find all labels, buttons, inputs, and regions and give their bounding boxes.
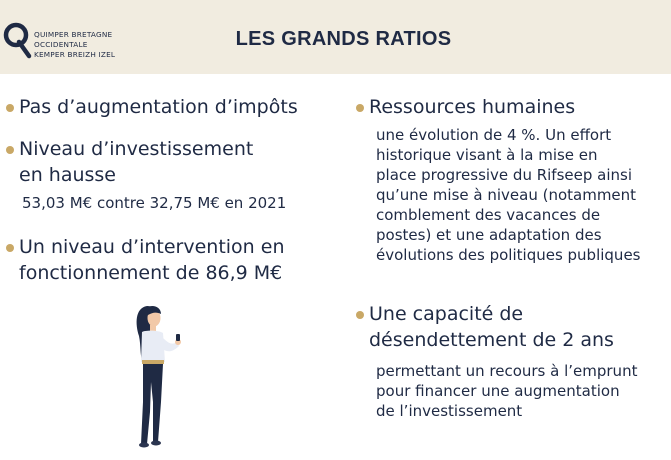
bullet-dot (6, 244, 14, 252)
ratio-heading: Pas d’augmentation d’impôts (19, 96, 298, 118)
ratio-heading: Ressources humaines (369, 96, 576, 118)
organization-name: QUIMPER BRETAGNE OCCIDENTALE KEMPER BREIZH IZEL (34, 30, 116, 59)
bullet-dot (356, 104, 364, 112)
ratio-heading: Niveau d’investissement en hausse (19, 138, 254, 186)
ratio-heading: Un niveau d’intervention en fonctionnement de 86,9 M€ (19, 236, 285, 284)
bullet-dot (356, 311, 364, 319)
bullet-dot (6, 104, 14, 112)
header-bar (0, 0, 671, 74)
page-title: LES GRANDS RATIOS (235, 28, 452, 50)
ratio-detail: une évolution de 4 %. Un effort historique visant à la mise en place progressive du Rifseep ainsi qu’une mise à niveau (notamment comblement des vacances de postes) et une adaptation des évolutions des politiques publiques (376, 126, 641, 264)
bullet-dot (6, 146, 14, 154)
woman-with-phone-illustration (125, 302, 195, 452)
ratio-investment (6, 136, 253, 188)
ratio-detail: 53,03 M€ contre 32,75 M€ en 2021 (22, 194, 287, 212)
ratio-taxes (6, 94, 298, 120)
ratio-heading: Une capacité de désendettement de 2 ans (369, 303, 614, 351)
ratio-human-resources (356, 94, 575, 120)
ratio-detail: permettant un recours à l’emprunt pour financer une augmentation de l’investissement (376, 362, 638, 420)
ratio-debt-capacity (356, 301, 614, 353)
ratio-operations (6, 234, 284, 286)
